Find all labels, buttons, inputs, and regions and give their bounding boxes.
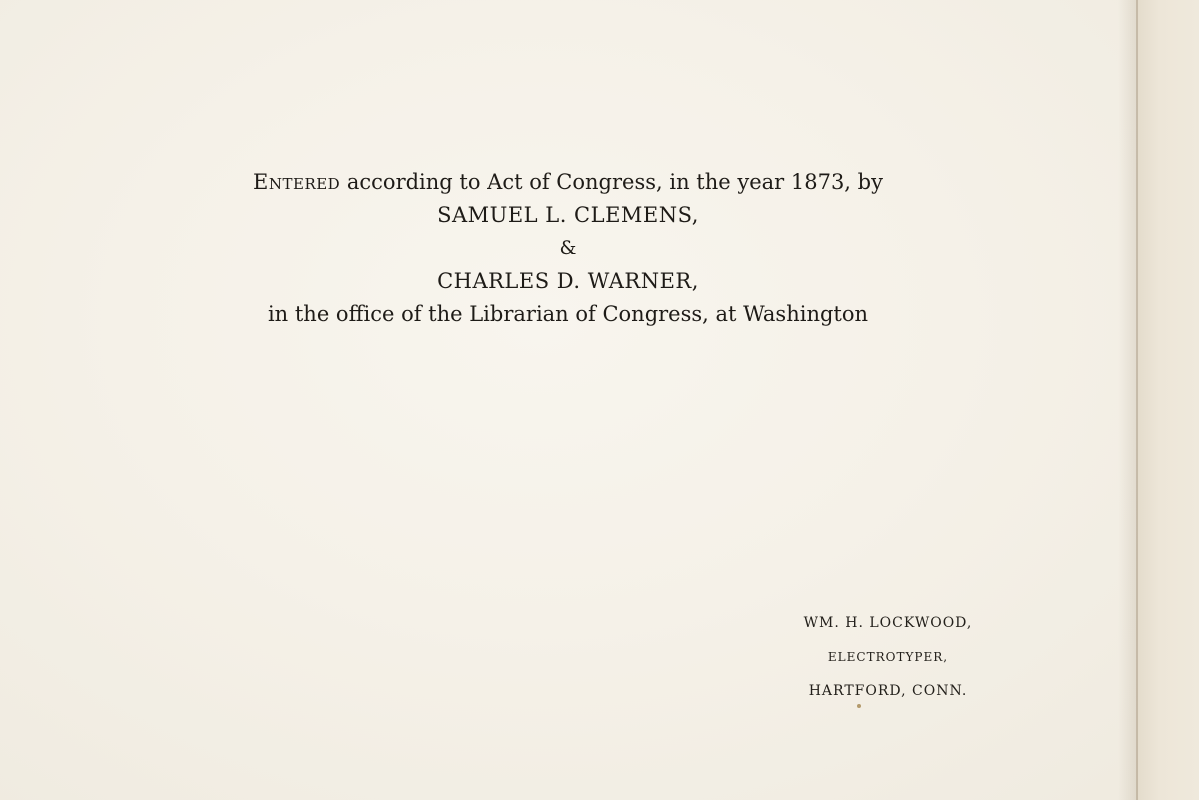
entered-word: Entered <box>253 170 341 194</box>
paper-speck <box>857 704 861 708</box>
entered-text: according to Act of Congress, in the year 1873, by <box>340 170 883 194</box>
printer-trade: ELECTROTYPER, <box>827 650 949 664</box>
printer-imprint <box>760 606 1016 708</box>
copyright-notice <box>200 166 936 331</box>
printer-name: WM. H. LOCKWOOD, <box>803 615 973 631</box>
author-clemens: SAMUEL L. CLEMENS, <box>437 203 699 227</box>
office-line: in the office of the Librarian of Congress, at Washington <box>267 302 869 326</box>
printer-place: HARTFORD, CONN. <box>808 683 968 699</box>
entered-line <box>200 166 936 199</box>
adjacent-page <box>1138 0 1199 800</box>
ampersand: & <box>559 237 577 259</box>
author-warner: CHARLES D. WARNER, <box>437 269 699 293</box>
